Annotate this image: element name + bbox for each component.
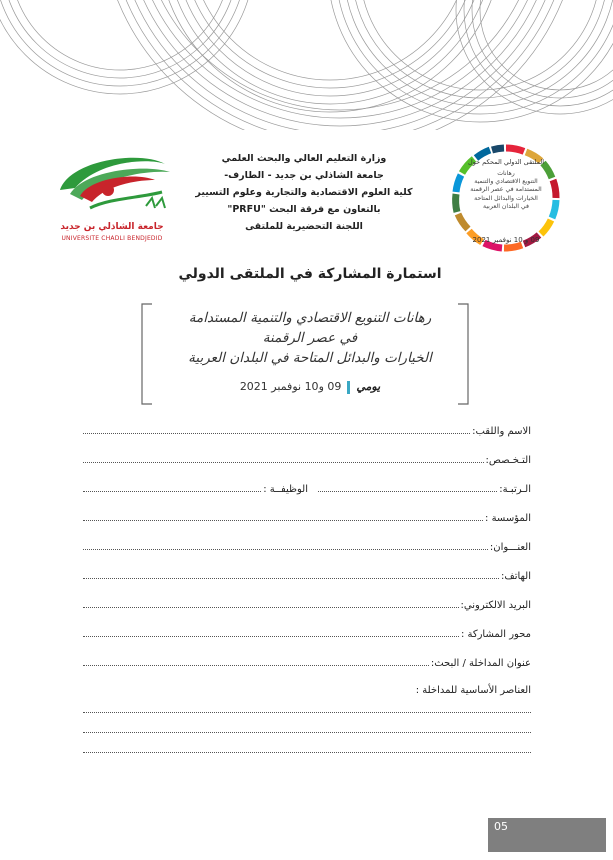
key-elements-line-3[interactable]: [83, 751, 531, 753]
page-number: 05: [494, 820, 508, 833]
email-input-line[interactable]: [83, 598, 459, 608]
axis-field[interactable]: [83, 627, 531, 640]
conference-dates: [180, 380, 440, 394]
phone-field[interactable]: [83, 569, 531, 582]
university-name-arabic: جامعة الشاذلي بن جديد: [60, 222, 164, 232]
address-label: العنـــوان:: [489, 542, 531, 553]
name-label: الاسم واللقب:: [472, 426, 531, 437]
faculty-line: كلية العلوم الاقتصادية والتجارية وعلوم التسيير: [195, 187, 413, 198]
institution-label: المؤسسة :: [485, 513, 531, 524]
key-elements-line-2[interactable]: [83, 731, 531, 733]
specialty-label: التـخـصص:: [485, 455, 531, 466]
dates-label: يومي: [356, 380, 381, 393]
phone-input-line[interactable]: [83, 569, 499, 579]
address-field[interactable]: [83, 540, 531, 553]
badge-date: 09 و 10 نوفمبر 2021: [472, 236, 540, 244]
theme-frame: [140, 302, 470, 406]
badge-line: المستدامة في عصر الرقمنة: [470, 186, 542, 194]
decorative-arcs: [0, 0, 613, 130]
key-elements-line-1[interactable]: [83, 711, 531, 713]
key-elements-field: [83, 685, 531, 696]
specialty-input-line[interactable]: [83, 453, 484, 463]
rank-label: الـرتبـة:: [499, 484, 531, 495]
dates-separator: [347, 381, 350, 394]
job-label: الوظيفــة :: [263, 484, 308, 495]
badge-text: [462, 170, 550, 211]
name-field[interactable]: [83, 424, 531, 437]
ministry-line: وزارة التعليم العالي والبحث العلمي: [221, 153, 387, 164]
page-number-box: [488, 818, 606, 852]
address-input-line[interactable]: [83, 540, 488, 550]
university-line: جامعة الشاذلي بن جديد - الطارف-: [224, 170, 384, 181]
institution-input-line[interactable]: [83, 511, 483, 521]
badge-line: الخيارات والبدائل المتاحة: [474, 194, 538, 202]
theme-line: رهانات التنويع الاقتصادي والتنمية المستدامة: [188, 310, 432, 326]
badge-header: الملتقى الدولي المحكم حول: [467, 158, 545, 166]
specialty-field[interactable]: [83, 453, 531, 466]
name-input-line[interactable]: [83, 424, 470, 434]
committee-line: اللجنة التحضيرية للملتقى: [245, 221, 363, 232]
theme-line: الخيارات والبدائل المتاحة في البلدان العربية: [188, 350, 432, 366]
cooperation-line: بالتعاون مع فرقة البحث "PRFU": [227, 204, 381, 215]
paper-title-label: عنوان المداخلة / البحث:: [430, 658, 531, 669]
paper-title-field[interactable]: [83, 656, 531, 669]
axis-input-line[interactable]: [83, 627, 459, 637]
email-field[interactable]: [83, 598, 531, 611]
institution-header: [190, 150, 418, 235]
badge-line: التنويع الاقتصادي والتنمية: [474, 178, 538, 186]
rank-input-line[interactable]: [318, 482, 497, 492]
paper-title-input-line[interactable]: [83, 656, 429, 666]
badge-line: في البلدان العربية: [483, 202, 529, 210]
job-field[interactable]: [83, 482, 308, 495]
university-name-french: UNIVERSITE CHADLI BENDJEDID: [61, 235, 163, 242]
email-label: البريد الالكتروني:: [460, 600, 531, 611]
axis-label: محور المشاركة :: [460, 629, 531, 640]
institution-field[interactable]: [83, 511, 531, 524]
job-input-line[interactable]: [83, 482, 261, 492]
conference-theme: [162, 308, 458, 368]
form-title: استمارة المشاركة في الملتقى الدولي: [178, 266, 442, 282]
key-elements-label: العناصر الأساسية للمداخلة :: [415, 685, 531, 696]
badge-line: رهانات: [497, 170, 515, 177]
rank-field[interactable]: [318, 482, 531, 495]
dates-value: 09 و10 نوفمبر 2021: [239, 380, 342, 393]
university-logo: [50, 150, 180, 220]
phone-label: الهاتف:: [501, 571, 531, 582]
theme-line: في عصر الرقمنة: [262, 330, 358, 346]
